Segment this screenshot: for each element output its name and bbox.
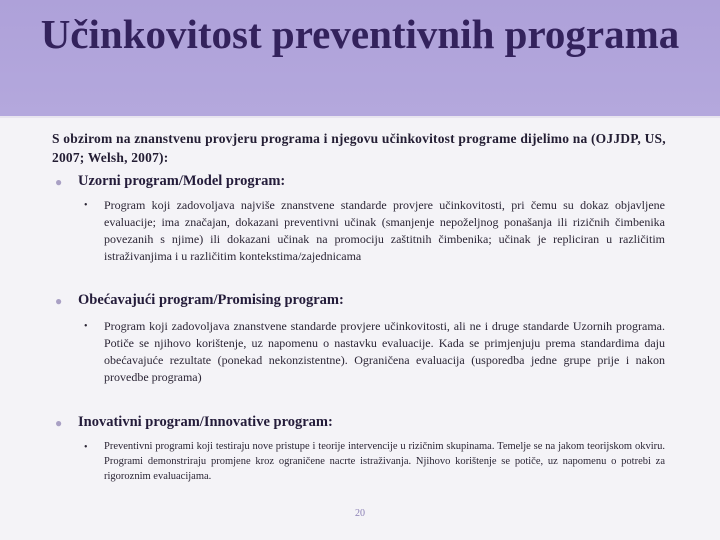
- bullet-icon: ●: [55, 175, 63, 189]
- section-heading-innovative: Inovativni program/Innovative program:: [78, 414, 333, 430]
- section-text-promising: Program koji zadovoljava znanstvene standarde provjere učinkovitosti, ali ne i druge standarde Uzornih programa. Potiče se njihovo korištenje, uz napomenu o nastavku evaluacije. Kada se primjenjuju prema standardima daju obećavajuće rezultate (ponekad nekonzistentne). Ograničena evaluacija (usporedba jedne grupe prije i nakon provedbe programa): [104, 319, 665, 384]
- sub-bullet-icon: •: [84, 321, 88, 332]
- section-heading-promising: Obećavajući program/Promising program:: [78, 292, 344, 308]
- slide-title: Učinkovitost preventivnih programa: [40, 11, 680, 57]
- bullet-icon: ●: [55, 294, 63, 308]
- section-text-innovative: Preventivni programi koji testiraju nove pristupe i teorije intervencije u rizičnim skupinama. Temelje se na jakom teorijskom okviru. Programi demonstriraju promjene kroz ograničene nacrte istraživanja. Njihovo korištenje se potiče, uz napomenu o potrebi za rigoroznim evaluacijama.: [104, 441, 665, 482]
- section-text-model: Program koji zadovoljava najviše znanstvene standarde provjere učinkovitosti, pri čemu su dokaz objavljene evaluacije; ima značajan, dokazani preventivni učinak (smanjenje nepoželjnog ponašanja ili rizičnih čimbenika povezanih s njime) ili dokazani učinak na promociju zaštitnih čimbenika; učinak je repliciran u različitim istraživanjima i u različitim kontekstima/zajednicama: [104, 198, 665, 263]
- bullet-icon: ●: [55, 416, 63, 430]
- sub-bullet-icon: •: [84, 442, 88, 453]
- intro-text: S obzirom na znanstvenu provjeru programa i njegovu učinkovitost programe dijelimo na (OJJDP, US, 2007; Welsh, 2007):: [52, 131, 666, 165]
- sub-bullet-icon: •: [84, 200, 88, 211]
- section-heading-model: Uzorni program/Model program:: [78, 173, 286, 189]
- page-number: 20: [355, 508, 365, 519]
